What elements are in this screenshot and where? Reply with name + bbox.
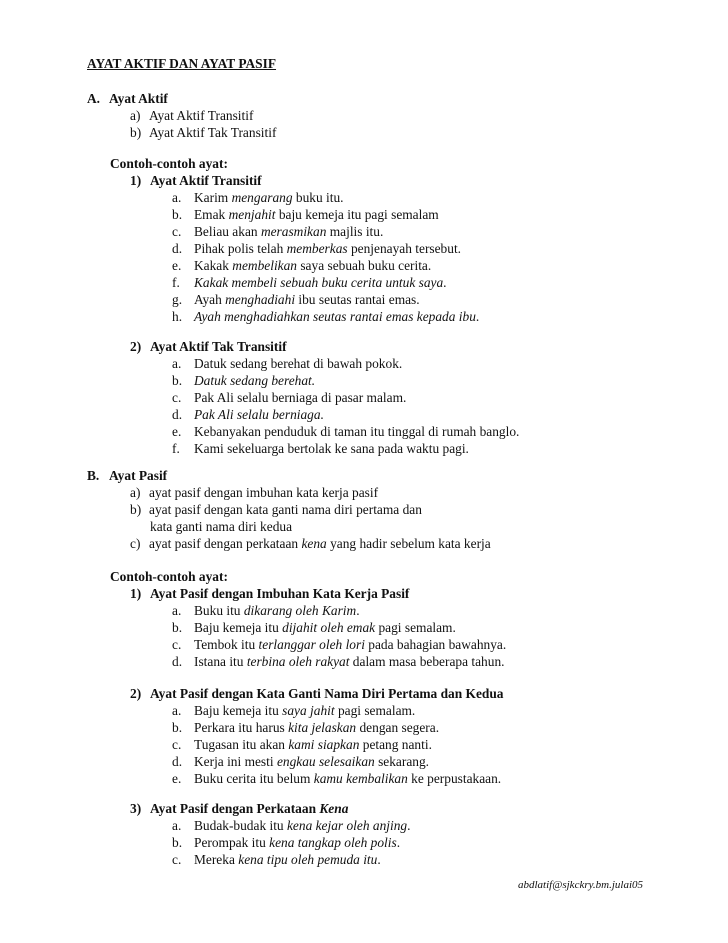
item-emphasis: memberkas xyxy=(286,241,348,256)
example-item xyxy=(172,817,410,834)
item-text-tail: dengan segera. xyxy=(356,720,440,735)
item-emphasis: saya jahit xyxy=(282,703,335,718)
example-item xyxy=(172,389,406,406)
example-item xyxy=(172,770,501,787)
item-text: Kami sekeluarga bertolak ke sana pada waktu pagi. xyxy=(194,441,469,456)
item-text-tail: . xyxy=(396,835,401,850)
example-item xyxy=(172,736,432,753)
item-text-tail: buku itu. xyxy=(292,190,344,205)
type-item xyxy=(130,107,253,124)
item-text-tail: saya sebuah buku cerita. xyxy=(297,258,432,273)
type-item xyxy=(130,124,276,141)
page-title: AYAT AKTIF DAN AYAT PASIF xyxy=(87,56,277,71)
item-emphasis: dijahit oleh emak xyxy=(282,620,376,635)
item-text-tail: . xyxy=(377,852,381,867)
item-text: ayat pasif dengan imbuhan kata kerja pasif xyxy=(149,485,379,500)
group-title: Ayat Aktif Transitif xyxy=(150,173,262,188)
section-label: B. xyxy=(87,468,100,483)
group-label: 1) xyxy=(130,586,142,601)
group-title: Ayat Pasif dengan Kata Ganti Nama Diri Pertama dan Kedua xyxy=(150,686,504,701)
item-label: b. xyxy=(172,373,183,388)
example-item xyxy=(172,223,383,240)
item-text-tail: majlis itu. xyxy=(326,224,384,239)
item-emphasis: dikarang oleh Karim xyxy=(243,603,357,618)
group-label: 2) xyxy=(130,686,142,701)
item-label: a. xyxy=(172,603,182,618)
examples-heading: Contoh-contoh ayat: xyxy=(110,569,228,584)
example-item xyxy=(172,636,506,653)
item-label: c. xyxy=(172,852,182,867)
item-label: b) xyxy=(130,502,142,517)
item-label: f. xyxy=(172,441,180,456)
item-label: a. xyxy=(172,190,182,205)
item-text-tail: dalam masa beberapa tahun. xyxy=(349,654,505,669)
item-text: Kakak xyxy=(194,258,233,273)
item-emphasis: membelikan xyxy=(232,258,297,273)
item-text-tail: penjenayah tersebut. xyxy=(347,241,462,256)
example-item xyxy=(172,702,415,719)
item-label: g. xyxy=(172,292,183,307)
example-item xyxy=(172,423,519,440)
group-heading xyxy=(130,685,503,702)
item-text: Buku cerita itu belum xyxy=(194,771,314,786)
group-heading xyxy=(130,172,262,189)
item-text: Ayat Aktif Transitif xyxy=(149,108,254,123)
item-label: e. xyxy=(172,424,182,439)
item-text-tail: ke perpustakaan. xyxy=(407,771,502,786)
item-emphasis: kami siapkan xyxy=(288,737,360,752)
item-text: Perkara itu harus xyxy=(194,720,289,735)
example-item xyxy=(172,602,360,619)
example-item xyxy=(172,406,324,423)
item-label: a. xyxy=(172,703,182,718)
group-heading xyxy=(130,800,348,817)
item-text-tail: . xyxy=(443,275,447,290)
example-item xyxy=(172,257,431,274)
item-emphasis: engkau selesaikan xyxy=(276,754,375,769)
item-text: Tugasan itu akan xyxy=(194,737,289,752)
item-label: d. xyxy=(172,754,183,769)
item-text-tail: pada bahagian bawahnya. xyxy=(364,637,507,652)
item-emphasis: kita jelaskan xyxy=(288,720,357,735)
item-label: b) xyxy=(130,125,142,140)
examples-heading: Contoh-contoh ayat: xyxy=(110,156,228,171)
item-emphasis: kena kejar oleh anjing xyxy=(286,818,408,833)
item-text-tail: . xyxy=(356,603,360,618)
footer-signature: abdlatif@sjkckry.bm.julai05 xyxy=(518,879,643,891)
item-label: a. xyxy=(172,356,182,371)
section-b-heading xyxy=(87,467,167,484)
item-label: c. xyxy=(172,637,182,652)
item-text: Kerja ini mesti xyxy=(194,754,277,769)
item-label: a) xyxy=(130,485,141,500)
example-item xyxy=(172,653,505,670)
item-label: b. xyxy=(172,207,183,222)
section-title: Ayat Pasif xyxy=(109,468,168,483)
example-item xyxy=(172,189,344,206)
item-label: d. xyxy=(172,241,183,256)
example-item xyxy=(172,240,461,257)
group-heading xyxy=(130,585,409,602)
item-text: Perompak itu xyxy=(194,835,270,850)
item-text: Beliau akan xyxy=(194,224,261,239)
item-emphasis: Ayah menghadiahkan seutas rantai emas kepada ibu xyxy=(194,309,476,324)
group-title: Ayat Aktif Tak Transitif xyxy=(150,339,287,354)
example-item xyxy=(172,851,381,868)
group-label: 1) xyxy=(130,173,142,188)
item-label: d. xyxy=(172,654,183,669)
item-emphasis: Datuk sedang berehat. xyxy=(194,373,316,388)
item-text: Budak-budak itu xyxy=(194,818,287,833)
item-text: Istana itu xyxy=(194,654,247,669)
item-emphasis: menghadiahi xyxy=(225,292,296,307)
item-label: d. xyxy=(172,407,183,422)
item-text: kata ganti nama diri kedua xyxy=(150,519,293,534)
item-text-tail: pagi semalam. xyxy=(334,703,416,718)
item-label: c. xyxy=(172,224,182,239)
item-emphasis: merasmikan xyxy=(260,224,327,239)
item-label: a) xyxy=(130,108,141,123)
example-item xyxy=(130,484,378,501)
example-item xyxy=(130,501,422,518)
example-item xyxy=(150,518,292,535)
example-item xyxy=(172,308,479,325)
item-label: e. xyxy=(172,258,182,273)
item-text: Kebanyakan penduduk di taman itu tinggal di rumah banglo. xyxy=(194,424,520,439)
item-text: Baju kemeja itu xyxy=(194,703,283,718)
item-text: Buku itu xyxy=(194,603,244,618)
item-text: Ayat Aktif Tak Transitif xyxy=(149,125,277,140)
group-title: Ayat Pasif dengan Perkataan xyxy=(150,801,320,816)
item-label: b. xyxy=(172,720,183,735)
item-text-tail: petang nanti. xyxy=(359,737,432,752)
item-label: b. xyxy=(172,835,183,850)
group-heading xyxy=(130,338,287,355)
item-text: Baju kemeja itu xyxy=(194,620,283,635)
item-text: Karim xyxy=(194,190,232,205)
item-emphasis: Pak Ali selalu berniaga. xyxy=(194,407,324,422)
item-text-tail: . xyxy=(407,818,411,833)
example-item xyxy=(172,719,439,736)
example-item xyxy=(172,440,469,457)
item-text-tail: yang hadir sebelum kata kerja xyxy=(326,536,491,551)
example-item xyxy=(172,206,439,223)
item-label: b. xyxy=(172,620,183,635)
item-label: a. xyxy=(172,818,182,833)
item-label: f. xyxy=(172,275,180,290)
item-text: Emak xyxy=(194,207,229,222)
item-emphasis: kena tipu oleh pemuda itu xyxy=(238,852,378,867)
example-item xyxy=(172,834,400,851)
example-item xyxy=(172,274,447,291)
item-label: c. xyxy=(172,737,182,752)
item-emphasis: kena tangkap oleh polis xyxy=(269,835,397,850)
item-text: Pak Ali selalu berniaga di pasar malam. xyxy=(194,390,407,405)
item-label: c. xyxy=(172,390,182,405)
item-text: Tembok itu xyxy=(194,637,259,652)
example-item xyxy=(172,619,456,636)
item-label: e. xyxy=(172,771,182,786)
section-title: Ayat Aktif xyxy=(109,91,168,106)
item-text: ayat pasif dengan perkataan xyxy=(149,536,302,551)
item-text: Datuk sedang berehat di bawah pokok. xyxy=(194,356,403,371)
item-text-tail: pagi semalam. xyxy=(375,620,456,635)
item-emphasis: Kakak membeli sebuah buku cerita untuk saya xyxy=(194,275,444,290)
item-text: Ayah xyxy=(194,292,226,307)
item-emphasis: menjahit xyxy=(228,207,276,222)
item-emphasis: terlanggar oleh lori xyxy=(258,637,365,652)
item-text: Pihak polis telah xyxy=(194,241,287,256)
group-label: 2) xyxy=(130,339,142,354)
item-emphasis: kamu kembalikan xyxy=(313,771,408,786)
example-item xyxy=(172,372,315,389)
example-item xyxy=(172,753,429,770)
group-title: Ayat Pasif dengan Imbuhan Kata Kerja Pasif xyxy=(150,586,410,601)
example-item xyxy=(172,355,402,372)
item-emphasis: terbina oleh rakyat xyxy=(246,654,350,669)
item-text-tail: baju kemeja itu pagi semalam xyxy=(275,207,439,222)
section-a-heading xyxy=(87,90,168,107)
group-title-emphasis: Kena xyxy=(319,801,349,816)
item-text-tail: sekarang. xyxy=(374,754,430,769)
group-label: 3) xyxy=(130,801,142,816)
section-label: A. xyxy=(87,91,101,106)
item-text-tail: . xyxy=(475,309,480,324)
item-text: ayat pasif dengan kata ganti nama diri pertama dan xyxy=(149,502,422,517)
item-label: c) xyxy=(130,536,141,551)
example-item xyxy=(172,291,420,308)
example-item xyxy=(130,535,491,552)
item-emphasis: kena xyxy=(301,536,327,551)
item-text-tail: ibu seutas rantai emas. xyxy=(295,292,420,307)
item-emphasis: mengarang xyxy=(231,190,293,205)
item-text: Mereka xyxy=(194,852,239,867)
item-label: h. xyxy=(172,309,183,324)
